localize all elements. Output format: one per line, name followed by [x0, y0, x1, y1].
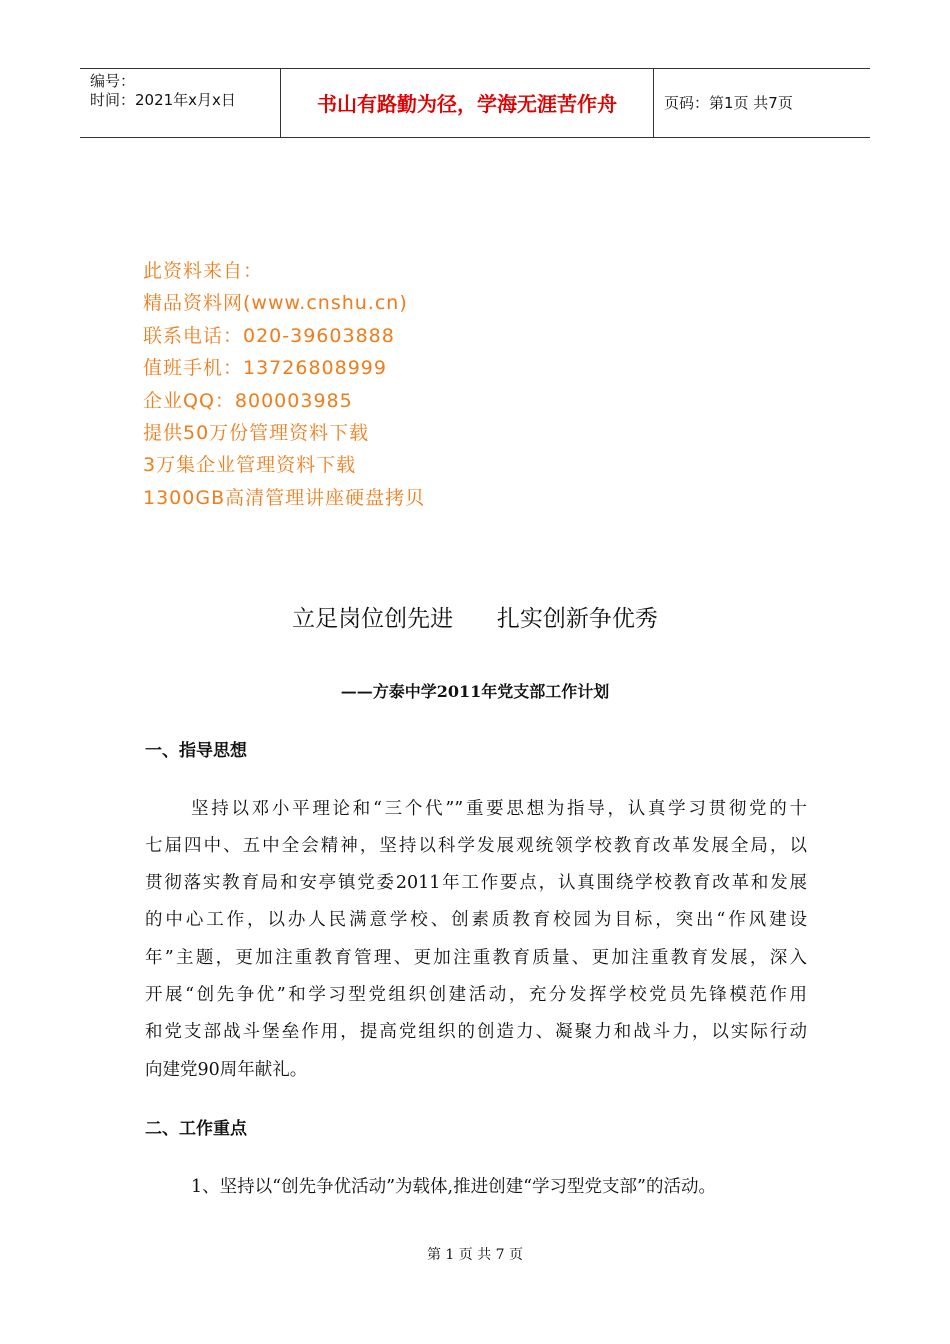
- promo-line: 值班手机：13726808999: [143, 357, 387, 380]
- document-header: [80, 68, 870, 138]
- motto: 书山有路勤为径，学海无涯苦作舟: [317, 92, 617, 116]
- paragraph-line: 开展“创先争优”和学习型党组织创建活动，充分发挥学校党员先锋模范作用: [145, 985, 807, 1005]
- paragraph-line: 的中心工作，以办人民满意学校、创素质教育校园为目标，突出“作风建设: [145, 910, 807, 930]
- section-heading-guiding-ideology: 一、指导思想: [145, 741, 247, 761]
- time-label: 时间：2021年x月x日: [90, 91, 236, 109]
- paragraph-line: 向建党90周年献礼。: [145, 1060, 308, 1080]
- header-motto-cell: [281, 69, 654, 137]
- promo-line: 提供50万份管理资料下载: [143, 421, 370, 444]
- paragraph-line: 1、坚持以“创先争优活动”为载体,推进创建“学习型党支部”的活动。: [191, 1177, 716, 1197]
- promo-line: 企业QQ：800003985: [143, 389, 353, 412]
- promo-line: 3万集企业管理资料下载: [143, 454, 357, 477]
- document-subtitle: ——方泰中学2011年党支部工作计划: [340, 682, 610, 701]
- section-heading-work-focus: 二、工作重点: [145, 1119, 247, 1139]
- paragraph-line: 坚持以邓小平理论和“三个代””重要思想为指导，认真学习贯彻党的十: [191, 799, 807, 819]
- header-page-cell: [654, 69, 870, 137]
- header-info-cell: [80, 69, 281, 137]
- page-info: 页码：第1页 共7页: [664, 94, 793, 112]
- document-title: 立足岗位创先进 扎实创新争优秀: [292, 606, 658, 632]
- promo-block: [143, 255, 425, 514]
- page-footer: 第 1 页 共 7 页: [426, 1247, 524, 1263]
- paragraph-line: 和党支部战斗堡垒作用，提高党组织的创造力、凝聚力和战斗力，以实际行动: [145, 1022, 807, 1042]
- paragraph-line: 贯彻落实教育局和安亭镇党委2011年工作要点，认真围绕学校教育改革和发展: [145, 873, 807, 893]
- paragraph-line: 年”主题，更加注重教育管理、更加注重教育质量、更加注重教育发展，深入: [145, 948, 807, 968]
- promo-line: 精品资料网(www.cnshu.cn): [143, 292, 408, 315]
- code-label: 编号：: [90, 72, 136, 90]
- promo-line: 联系电话：020-39603888: [143, 324, 395, 347]
- promo-line: 1300GB高清管理讲座硬盘拷贝: [143, 486, 426, 509]
- promo-line: 此资料来自：: [143, 260, 264, 282]
- paragraph-line: 七届四中、五中全会精神，坚持以科学发展观统领学校教育改革发展全局，以: [145, 836, 807, 856]
